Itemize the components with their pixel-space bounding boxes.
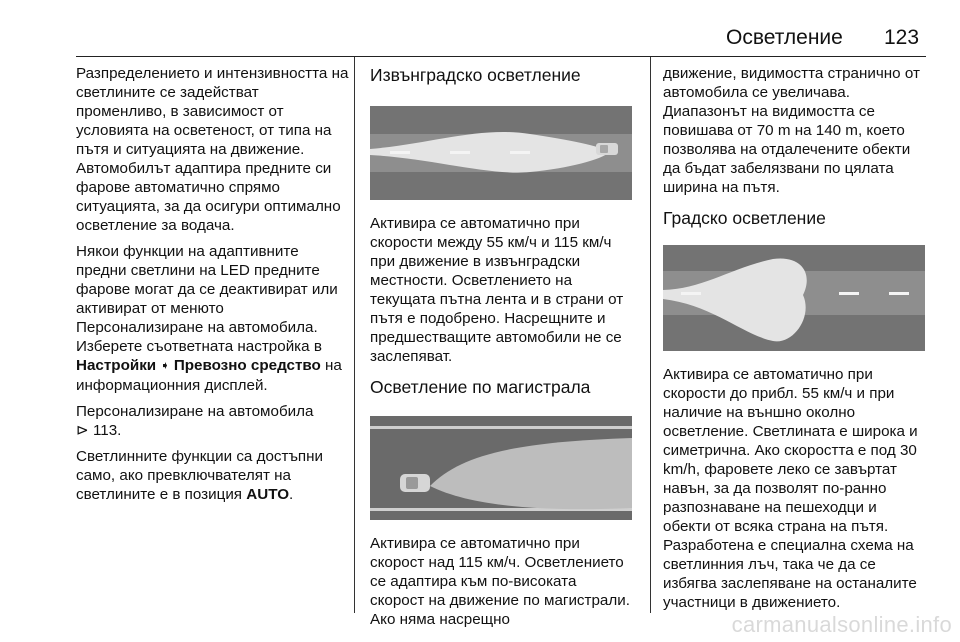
country-light-illustration — [370, 106, 632, 200]
paragraph-personalization-ref — [76, 402, 350, 440]
town-light-illustration — [663, 245, 925, 351]
paragraph-auto-position — [76, 447, 350, 504]
lane-marking — [450, 151, 470, 154]
paragraph-text: . — [289, 486, 294, 503]
oncoming-car-icon — [596, 143, 618, 155]
lane-marking — [889, 292, 909, 295]
lane-marking — [390, 151, 410, 154]
heading-country-light: Извънградско осветление — [370, 65, 581, 85]
paragraph-motorway-light: Активира се автоматично при скорост над 115 км/ч. Осветлението се адаптира към по-високата скорост на движение по магистрали. Ако няма насрещно — [370, 535, 630, 628]
reference-page[interactable]: 113. — [92, 422, 122, 439]
column-divider-2 — [650, 57, 651, 613]
figure-country-light — [370, 106, 634, 200]
column-1 — [76, 64, 350, 511]
column-divider-1 — [354, 57, 355, 613]
reference-title: Персонализиране на автомобила — [76, 403, 314, 420]
paragraph-motorway-continued: движение, видимостта странично от автомобила се увеличава. Диапазонът на видимостта се повишава от 70 m на 140 m, което позволява на отдалечените обекти да бъдат забелязвани по цялата ширина на пътя. — [663, 65, 920, 196]
paragraph-led-functions — [76, 242, 350, 395]
header-rule — [76, 56, 926, 57]
page-header — [0, 0, 960, 58]
menu-settings-label: Настройки — [76, 357, 157, 374]
lane-marking — [681, 292, 701, 295]
lane-marking — [370, 426, 632, 429]
paragraph-town-light: Активира се автоматично при скорости до прибл. 55 км/ч и при наличие на външно околно осветление. Светлината е широка и симетрична. Ако скоростта е под 30 km/h, фаровете леко се завъртат навън, за да позволят по-ранно разпознаване на пешеходци и обекти от всяка страна на пътя. Разработена е специална схема на светлинния лъч, така че да се избягва заслепяване на останалите участници в движението. — [663, 366, 918, 611]
paragraph-text: Някои функции на адаптивните предни светлини на LED предните фарове могат да се деактивират или активират от менюто Персонализиране на автомобила. Изберете съответната настройка в — [76, 243, 338, 355]
lane-marking — [839, 292, 859, 295]
paragraph-text: Светлинните функции са достъпни само, ако превключвателят на светлините е в позиция — [76, 448, 324, 503]
lane-marking — [510, 151, 530, 154]
arrow-right-icon: ➧ — [160, 360, 170, 372]
column-3 — [663, 64, 927, 619]
figure-motorway-light — [370, 416, 634, 520]
paragraph-text: на информационния дисплей. — [76, 357, 342, 394]
car-icon — [400, 474, 430, 492]
motorway-light-illustration — [370, 416, 632, 520]
figure-town-light — [663, 245, 927, 351]
menu-vehicle-label: Превозно средство — [173, 357, 321, 374]
paragraph-adaptive-intro: Разпределението и интензивността на светлините се задействат променливо, в зависимост от условията на осветеност, от типа на пътя и ситуацията на движение. Автомобилът адаптира предните си фарове автоматично спрямо ситуацията, за да осигури оптимално осветление за водача. — [76, 65, 349, 234]
column-2 — [370, 64, 634, 636]
page-reference-icon: ⊳ — [76, 422, 89, 439]
auto-label: AUTO — [246, 486, 290, 503]
paragraph-country-light: Активира се автоматично при скорости между 55 км/ч и 115 км/ч при движение в извънградски местности. Осветлението на текущата пътна лента и в страни от пътя е подобрено. Насрещните и предшестващите автомобили не се заслепяват. — [370, 215, 624, 365]
watermark: carmanualsonline.info — [731, 612, 952, 637]
heading-town-light: Градско осветление — [663, 208, 826, 228]
page-number: 123 — [884, 26, 920, 49]
heading-motorway-light: Осветление по магистрала — [370, 377, 591, 397]
section-title: Осветление — [726, 26, 843, 49]
